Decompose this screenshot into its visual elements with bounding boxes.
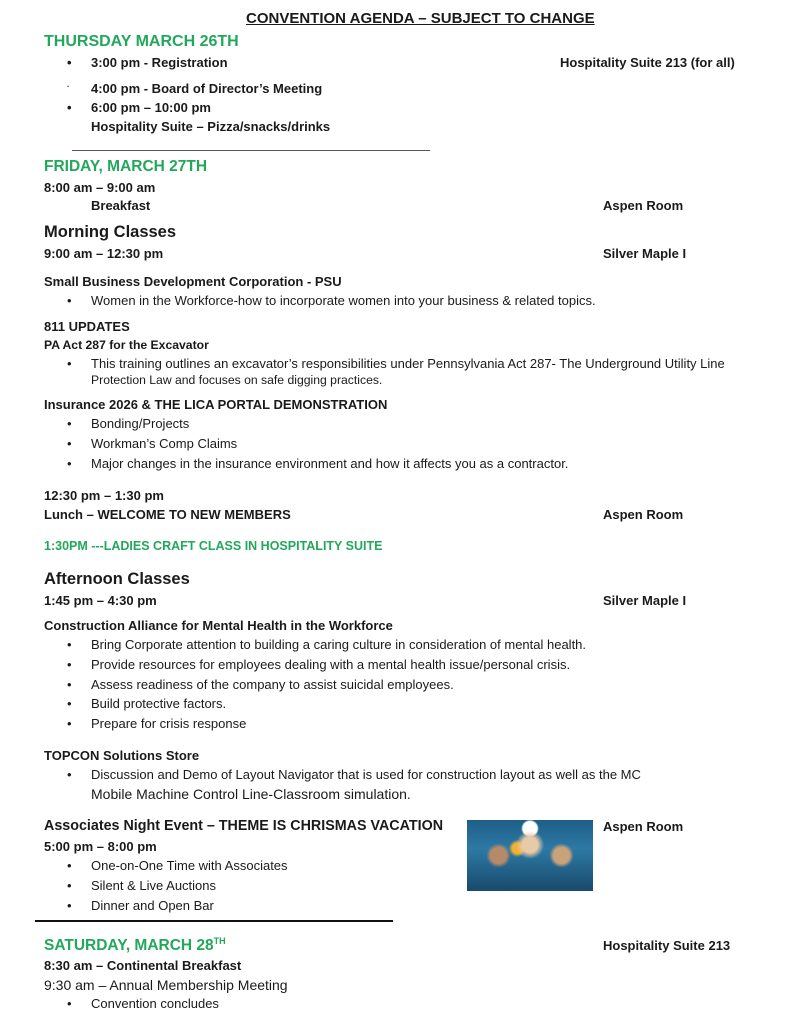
thursday-item-evening: • 6:00 pm – 10:00 pm bbox=[91, 100, 211, 115]
act-title: PA Act 287 for the Excavator bbox=[44, 338, 209, 352]
saturday-heading-text: SATURDAY, MARCH 28 bbox=[44, 937, 214, 955]
topcon-bullet-line2: Mobile Machine Control Line-Classroom simulation. bbox=[91, 786, 411, 802]
associates-bullet: • One-on-One Time with Associates bbox=[91, 858, 288, 873]
associates-bullet: • Dinner and Open Bar bbox=[91, 898, 214, 913]
friday-breakfast-label: Breakfast bbox=[91, 198, 151, 213]
saturday-meeting: 9:30 am – Annual Membership Meeting bbox=[44, 977, 288, 993]
associates-time: 5:00 pm – 8:00 pm bbox=[44, 839, 157, 854]
saturday-heading bbox=[44, 936, 226, 955]
insurance-bullet: • Bonding/Projects bbox=[91, 416, 189, 431]
associates-location: Aspen Room bbox=[603, 819, 684, 834]
camh-title: Construction Alliance for Mental Health in the Workforce bbox=[44, 618, 393, 633]
morning-classes-time: 9:00 am – 12:30 pm bbox=[44, 246, 164, 261]
camh-bullet: • Provide resources for employees dealing with a mental health issue/personal crisis. bbox=[91, 657, 570, 672]
updates-title: 811 UPDATES bbox=[44, 319, 130, 334]
christmas-vacation-poster-image bbox=[467, 820, 593, 891]
lunch-location: Aspen Room bbox=[603, 507, 684, 522]
associates-title: Associates Night Event – THEME IS CHRISMAS VACATION bbox=[44, 818, 444, 834]
insurance-bullet: • Major changes in the insurance environment and how it affects you as a contractor. bbox=[91, 456, 568, 471]
afternoon-classes-time: 1:45 pm – 4:30 pm bbox=[44, 593, 157, 608]
camh-bullet: • Prepare for crisis response bbox=[91, 716, 246, 731]
friday-breakfast-location: Aspen Room bbox=[603, 198, 684, 213]
divider-thursday bbox=[72, 150, 430, 151]
saturday-heading-sup: TH bbox=[213, 936, 226, 946]
lunch-label: Lunch – WELCOME TO NEW MEMBERS bbox=[44, 507, 291, 522]
thursday-heading: THURSDAY MARCH 26TH bbox=[44, 33, 239, 50]
thursday-small-bullet: . bbox=[67, 80, 70, 89]
saturday-breakfast: 8:30 am – Continental Breakfast bbox=[44, 958, 242, 973]
thursday-item-board-meeting: 4:00 pm - Board of Director’s Meeting bbox=[91, 81, 323, 96]
morning-classes-heading: Morning Classes bbox=[44, 223, 177, 241]
insurance-title: Insurance 2026 & THE LICA PORTAL DEMONSTRATION bbox=[44, 397, 388, 412]
act-bullet-line2: Protection Law and focuses on safe digging practices. bbox=[91, 373, 383, 387]
afternoon-classes-location: Silver Maple I bbox=[603, 593, 687, 608]
ladies-craft-class: 1:30PM ---LADIES CRAFT CLASS IN HOSPITALITY SUITE bbox=[44, 539, 383, 553]
thursday-item-hospitality: Hospitality Suite – Pizza/snacks/drinks bbox=[91, 119, 331, 134]
divider-friday bbox=[35, 920, 393, 922]
topcon-bullet-line1: • Discussion and Demo of Layout Navigator that is used for construction layout as well as the MC bbox=[91, 767, 641, 782]
saturday-location: Hospitality Suite 213 bbox=[603, 938, 731, 953]
camh-bullet: • Build protective factors. bbox=[91, 696, 226, 711]
thursday-item-registration: • 3:00 pm - Registration bbox=[91, 55, 228, 70]
sbdc-title: Small Business Development Corporation - PSU bbox=[44, 274, 342, 289]
friday-heading: FRIDAY, MARCH 27TH bbox=[44, 158, 208, 175]
insurance-bullet: • Workman’s Comp Claims bbox=[91, 436, 237, 451]
act-bullet-line1: • This training outlines an excavator’s responsibilities under Pennsylvania Act 287- The Underground Utility Line bbox=[91, 356, 725, 371]
friday-breakfast-time: 8:00 am – 9:00 am bbox=[44, 180, 156, 195]
thursday-location: Hospitality Suite 213 (for all) bbox=[560, 55, 735, 70]
topcon-title: TOPCON Solutions Store bbox=[44, 748, 200, 763]
associates-bullet: • Silent & Live Auctions bbox=[91, 878, 216, 893]
lunch-time: 12:30 pm – 1:30 pm bbox=[44, 488, 164, 503]
afternoon-classes-heading: Afternoon Classes bbox=[44, 570, 190, 588]
sbdc-bullet: • Women in the Workforce-how to incorporate women into your business & related topics. bbox=[91, 293, 596, 308]
morning-classes-location: Silver Maple I bbox=[603, 246, 687, 261]
camh-bullet: • Assess readiness of the company to assist suicidal employees. bbox=[91, 677, 454, 692]
page-title: CONVENTION AGENDA – SUBJECT TO CHANGE bbox=[246, 10, 595, 27]
saturday-bullet: • Convention concludes bbox=[91, 996, 219, 1011]
camh-bullet: • Bring Corporate attention to building a caring culture in consideration of mental health. bbox=[91, 637, 586, 652]
